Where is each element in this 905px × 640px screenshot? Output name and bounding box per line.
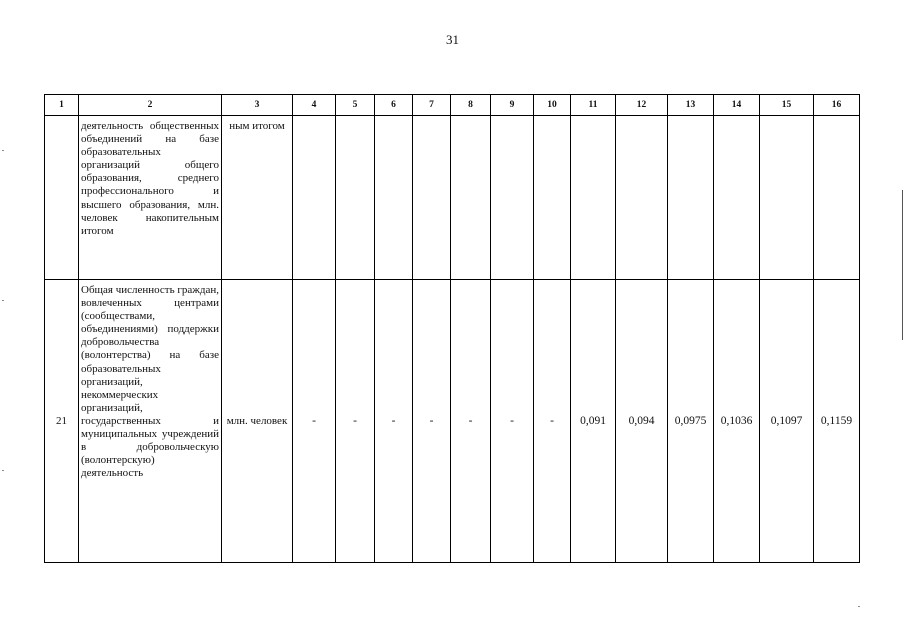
- scan-speck: [858, 606, 860, 607]
- value-cell: [714, 116, 760, 280]
- value-cell: 0,1159: [814, 280, 860, 563]
- row-number-cell: 21: [45, 280, 79, 563]
- value-cell: -: [413, 280, 451, 563]
- value-cell: 0,1036: [714, 280, 760, 563]
- value-cell: [534, 116, 571, 280]
- value-cell: -: [491, 280, 534, 563]
- value-cell: -: [534, 280, 571, 563]
- value-cell: [336, 116, 375, 280]
- value-cell: 0,0975: [668, 280, 714, 563]
- column-header: 10: [534, 95, 571, 116]
- scan-speck: [2, 150, 4, 151]
- value-cell: -: [336, 280, 375, 563]
- column-header: 9: [491, 95, 534, 116]
- value-cell: -: [375, 280, 413, 563]
- scan-edge-mark: [902, 190, 903, 340]
- table-row-21: [45, 280, 860, 563]
- value-cell: [375, 116, 413, 280]
- column-header: 2: [79, 95, 222, 116]
- column-header: 16: [814, 95, 860, 116]
- column-header: 15: [760, 95, 814, 116]
- column-header: 7: [413, 95, 451, 116]
- value-cell: 0,091: [571, 280, 616, 563]
- column-header: 6: [375, 95, 413, 116]
- unit-cell: ным итогом: [222, 116, 293, 280]
- value-cell: 0,094: [616, 280, 668, 563]
- value-cell: [616, 116, 668, 280]
- column-header: 4: [293, 95, 336, 116]
- value-cell: -: [451, 280, 491, 563]
- value-cell: [293, 116, 336, 280]
- value-cell: [571, 116, 616, 280]
- table-header-row: [45, 95, 860, 116]
- indicator-description: деятельность общественных объединений на базе образовательных организаций общего образования, среднего профессионального и высшего образования, млн. человек накопительным итогом: [79, 116, 222, 280]
- scan-speck: [2, 470, 4, 471]
- row-number-cell: [45, 116, 79, 280]
- value-cell: [814, 116, 860, 280]
- column-header: 5: [336, 95, 375, 116]
- column-header: 12: [616, 95, 668, 116]
- column-header: 13: [668, 95, 714, 116]
- value-cell: [668, 116, 714, 280]
- column-header: 8: [451, 95, 491, 116]
- table-row-continued: [45, 116, 860, 280]
- value-cell: [760, 116, 814, 280]
- value-cell: [491, 116, 534, 280]
- column-header: 11: [571, 95, 616, 116]
- value-cell: [413, 116, 451, 280]
- unit-cell: млн. человек: [222, 280, 293, 563]
- column-header: 14: [714, 95, 760, 116]
- indicator-description: Общая численность граждан, вовлеченных центрами (сообществами, объединениями) поддержки добровольчества (волонтерства) на базе образовательных организаций, некоммерческих организаций, государственных и муниципальных учреждений в добровольческую (волонтерскую) деятельность: [79, 280, 222, 563]
- column-header: 3: [222, 95, 293, 116]
- value-cell: -: [293, 280, 336, 563]
- scan-speck: [2, 300, 4, 301]
- page-number: 31: [446, 32, 459, 47]
- value-cell: 0,1097: [760, 280, 814, 563]
- column-header: 1: [45, 95, 79, 116]
- value-cell: [451, 116, 491, 280]
- indicator-table: [44, 94, 860, 563]
